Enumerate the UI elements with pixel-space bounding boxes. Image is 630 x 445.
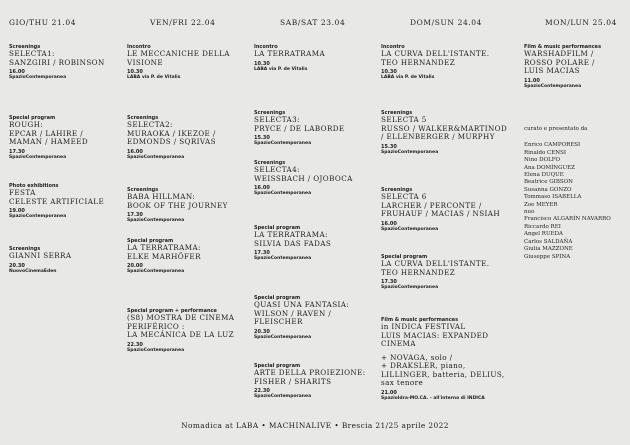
event-title-line: FLEISCHER: [254, 317, 303, 326]
event-time: 11.00: [524, 77, 540, 84]
event-venue: SpazioContemporanea: [381, 285, 439, 290]
event-title-line: in INDICA FESTIVAL: [381, 322, 466, 331]
event-title-line: SELECTA 5: [381, 115, 427, 124]
program-event: [254, 295, 349, 341]
curator-name: Susanna GONZO: [524, 186, 572, 193]
event-category: Screenings: [381, 110, 413, 116]
day-header: SAB/SAT 23.04: [280, 18, 346, 27]
event-category: Special program: [381, 254, 428, 260]
event-category: Special program: [254, 295, 301, 301]
program-event: [9, 183, 104, 220]
curator-name: Giuseppe SPINA: [524, 253, 571, 260]
event-title-line: FRUHAUF / MACIAS / NSIAH: [381, 209, 501, 218]
event-title-line: QUASI UNA FANTASIA:: [254, 300, 350, 309]
event-time: 16.00: [127, 148, 143, 155]
program-event: [127, 238, 201, 275]
event-title-line: LA TERRATRAMA:: [254, 230, 328, 239]
event-category: Screenings: [254, 160, 286, 166]
event-time: 22.30: [127, 341, 143, 348]
event-time: 20.30: [254, 328, 270, 335]
curators-list: [524, 126, 611, 261]
event-title-line: FISHER / SHARITS: [254, 376, 332, 386]
curator-name: Francisco ALGARÍN NAVARRO: [524, 216, 611, 223]
event-title-line: MURAOKA / IKEZOE /: [127, 128, 216, 138]
event-category: Film & music performances: [524, 44, 602, 50]
event-category: Screenings: [9, 246, 41, 252]
event-title-line: VISIONE: [127, 57, 164, 67]
event-title-line: sax tenore: [381, 378, 424, 387]
event-venue: SpazioIdra-MO.CA. - all'interno di INDICA: [381, 395, 485, 401]
event-category: Special program: [127, 238, 174, 244]
program-event: [127, 187, 228, 224]
event-title-line: EDMONDS / SQRIVAS: [127, 137, 216, 146]
event-venue: SpazioContemporanea: [381, 226, 439, 232]
program-event: [9, 115, 88, 161]
event-category: Screenings: [254, 110, 286, 116]
program-event: [381, 254, 489, 291]
event-venue: SpazioContemporanea: [254, 334, 312, 340]
event-venue: SpazioContemporanea: [127, 218, 185, 223]
event-title-line: ELKE MARHÖFER: [127, 251, 201, 261]
event-title-line: BOOK OF THE JOURNEY: [127, 200, 228, 210]
event-title-line: / ELLENBERGER / MURPHY: [381, 132, 495, 141]
event-time: 10.30: [127, 69, 143, 75]
event-venue: SpazioContemporanea: [381, 149, 439, 155]
event-time: 10.30: [254, 60, 270, 67]
event-title-line: LA MECÁNICA DE LA LUZ: [127, 330, 235, 339]
event-category: Incontro: [254, 44, 278, 50]
event-title-line: SELECTA4:: [254, 165, 300, 174]
event-venue: SpazioContemporanea: [9, 214, 67, 219]
program-event: [127, 308, 234, 354]
program-event: [9, 44, 105, 81]
event-venue: SpazioContemporanea: [524, 83, 582, 89]
program-event: [127, 44, 230, 81]
event-time: 21.00: [381, 389, 397, 396]
event-title-line: LILLINGER, batteria, DELIUS,: [381, 369, 505, 379]
event-category: Special program: [254, 225, 301, 231]
event-title-line: SILVIA DAS FADAS: [254, 238, 332, 248]
event-title-line: CELESTE ARTIFICIALE: [9, 196, 105, 206]
event-venue: SpazioContemporanea: [254, 394, 312, 399]
event-venue: SpazioContemporanea: [254, 191, 312, 196]
event-venue: SpazioContemporanea: [9, 75, 67, 80]
day-header: MON/LUN 25.04: [545, 18, 618, 27]
event-title-line: WILSON / RAVEN /: [254, 308, 332, 318]
program-event: [254, 160, 353, 197]
event-category: Incontro: [381, 44, 405, 50]
event-title-line: LUIS MACIAS: [524, 66, 580, 75]
event-venue: LABA via P. de Vitalis: [127, 75, 181, 80]
event-title-line: PRYCE / DE LABORDE: [254, 123, 345, 133]
event-venue: LABA via P. de Vitalis: [381, 75, 435, 80]
event-venue: SpazioContemporanea: [9, 154, 67, 160]
curator-name: nuo: [524, 209, 535, 216]
event-title-line: LA CURVA DELL'ISTANTE.: [381, 49, 490, 58]
curator-name: Enrico CAMPORESI: [524, 142, 581, 149]
event-venue: SpazioContemporanea: [127, 269, 185, 274]
program-event: [524, 44, 601, 90]
event-category: Special program: [254, 363, 301, 369]
event-title-line: RUSSO / WALKER&MARTINOD: [381, 123, 508, 133]
event-time: 20.00: [127, 263, 143, 269]
event-title-line: LA TERRATRAMA:: [127, 243, 201, 252]
program-event: [381, 187, 500, 233]
event-title-line: WEISSBACH / OJOBOCA: [254, 173, 353, 183]
event-title-line: LA TERRATRAMA: [254, 49, 326, 58]
event-time: 22.30: [254, 388, 270, 394]
event-title-line: + NOVAGA, solo /: [381, 352, 453, 362]
curator-name: Angel RUEDA: [524, 231, 563, 238]
event-category: Special program + performance: [127, 308, 217, 314]
event-title-line: LUIS MACIAS: EXPANDED: [381, 330, 489, 340]
curator-name: Zoe MEYER: [524, 201, 558, 208]
event-category: Screenings: [127, 115, 159, 121]
event-title-line: TEO HERNANDEZ: [381, 267, 456, 277]
program-event: [254, 44, 325, 73]
event-time: 16.00: [381, 220, 397, 227]
event-category: Incontro: [127, 44, 151, 50]
event-title-line: WARSHADFILM /: [524, 49, 594, 58]
event-category: Special program: [9, 115, 56, 121]
program-event: [381, 317, 505, 402]
event-time: 10.30: [381, 69, 397, 75]
event-title-line: LE MECCANICHE DELLA: [127, 49, 230, 58]
day-header: DOM/SUN 24.04: [410, 18, 483, 27]
curator-name: Carlos SALDAÑA: [524, 238, 573, 245]
event-category: Screenings: [9, 44, 41, 50]
program-event: [254, 110, 345, 147]
program-event: [254, 363, 366, 400]
day-header: GIO/THU 21.04: [9, 18, 77, 27]
day-header: VEN/FRI 22.04: [150, 18, 216, 27]
program-event: [254, 225, 331, 262]
event-venue: NuovoCinemaEden: [9, 268, 57, 274]
curator-name: Beatrice GIBSON: [524, 179, 573, 186]
event-title-line: EPCAR / LAHIRE /: [9, 128, 84, 138]
event-time: 17.30: [254, 250, 270, 256]
event-title-line: SELECTA 6: [381, 192, 427, 201]
event-title-line: SANZGIRI / ROBINSON: [9, 57, 105, 67]
event-title-line: SELECTA1:: [9, 49, 55, 58]
event-title-line: GIANNI SERRA: [9, 251, 72, 260]
program-event: [9, 246, 71, 275]
event-title-line: ROSSO POLARE /: [524, 57, 595, 67]
curators-intro: curato e presentato da: [524, 126, 588, 132]
footer-text: Nomadica at LABA • MACHINALIVE • Brescia 21/25 aprile 2022: [181, 421, 449, 430]
event-time: 15.30: [254, 135, 270, 141]
event-title-line: ARTE DELLA PROIEZIONE:: [254, 368, 366, 377]
event-time: 20.30: [9, 262, 25, 269]
event-venue: SpazioContemporanea: [127, 154, 185, 160]
event-title-line: SELECTA3:: [254, 115, 300, 124]
curator-name: Riccardo REI: [524, 223, 561, 230]
event-title-line: ROUGH:: [9, 120, 44, 129]
event-venue: LABA via P. de Vitalis: [254, 66, 308, 72]
event-venue: SpazioContemporanea: [127, 347, 185, 353]
curator-name: Ana DOMÍNGUEZ: [524, 164, 575, 171]
event-venue: SpazioContemporanea: [254, 141, 312, 146]
event-venue: SpazioContemporanea: [254, 256, 312, 261]
event-title-line: BABA HILLMAN:: [127, 192, 196, 201]
event-title-line: MAMAN / HAMEED: [9, 137, 89, 146]
event-category: Screenings: [381, 187, 413, 193]
event-title-line: SELECTA2:: [127, 120, 173, 129]
event-category: Film & music performances: [381, 317, 459, 323]
event-category: Screenings: [127, 187, 159, 193]
event-time: 17.30: [9, 148, 25, 155]
event-time: 15.30: [381, 143, 397, 150]
event-title-line: (S8) MOSTRA DE CINEMA: [127, 313, 235, 322]
curator-name: Nino DOLFO: [524, 157, 561, 164]
event-time: 17.30: [381, 279, 397, 285]
curator-name: Rinaldo CENSI: [524, 149, 567, 156]
program-event: [381, 110, 507, 156]
event-title-line: PERIFÉRICO :: [127, 321, 185, 331]
event-title-line: FESTA: [9, 188, 36, 197]
event-title-line: LA CURVA DELL'ISTANTE.: [381, 259, 490, 268]
event-title-line: CINEMA: [381, 339, 416, 348]
event-title-line: LARCHER / PERCONTE /: [381, 200, 482, 210]
event-category: Photo exhibitions: [9, 183, 59, 189]
event-time: 17.30: [127, 212, 143, 218]
curator-name: Tommaso ISABELLA: [524, 194, 582, 201]
event-title-line: TEO HERNANDEZ: [381, 57, 456, 67]
event-time: 16.00: [9, 69, 25, 75]
curator-name: Elena DUQUE: [524, 172, 564, 179]
event-title-line: + DRAKSLER, piano,: [381, 361, 466, 370]
event-time: 19.00: [9, 208, 25, 214]
program-event: [127, 115, 216, 161]
curator-name: Giulia MAZZONE: [524, 246, 573, 253]
program-event: [381, 44, 489, 81]
event-time: 16.00: [254, 185, 270, 191]
